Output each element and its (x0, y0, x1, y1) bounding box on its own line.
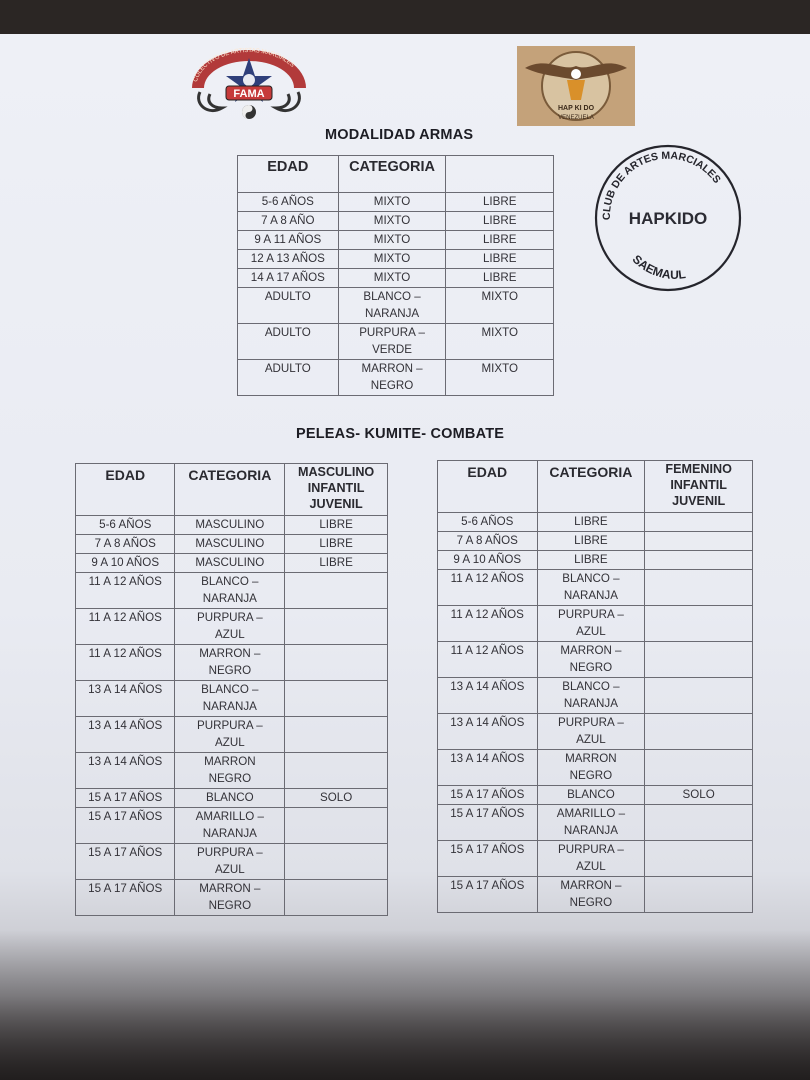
armas-cell: 14 A 17 AÑOS (238, 269, 339, 288)
femenino-row (438, 805, 753, 841)
masculino-cell: 5-6 AÑOS (76, 516, 175, 535)
masculino-cell (285, 880, 388, 916)
femenino-cell (645, 551, 753, 570)
femenino-cell: 15 A 17 AÑOS (438, 805, 538, 841)
armas-row (238, 250, 554, 269)
femenino-cell: 7 A 8 AÑOS (438, 532, 538, 551)
right-logo-text: HAP KI DO (557, 105, 595, 112)
armas-cell: 12 A 13 AÑOS (238, 250, 339, 269)
femenino-cell: MARRON NEGRO (537, 750, 645, 786)
masculino-cell (285, 609, 388, 645)
femenino-row (438, 750, 753, 786)
masculino-cell (285, 573, 388, 609)
masculino-table (75, 463, 388, 916)
femenino-cell: BLANCO – NARANJA (537, 570, 645, 606)
masculino-cell: MASCULINO (175, 535, 285, 554)
armas-row (238, 231, 554, 250)
armas-cell: MIXTO (338, 212, 446, 231)
femenino-cell: SOLO (645, 786, 753, 805)
femenino-row (438, 841, 753, 877)
armas-cell: MIXTO (338, 269, 446, 288)
armas-row (238, 269, 554, 288)
femenino-cell (645, 570, 753, 606)
masculino-cell: MASCULINO (175, 516, 285, 535)
masculino-cell: 13 A 14 AÑOS (76, 681, 175, 717)
armas-cell: LIBRE (446, 212, 554, 231)
femenino-cell: MARRON – NEGRO (537, 642, 645, 678)
peleas-title: PELEAS- KUMITE- COMBATE (296, 426, 505, 442)
masculino-cell: BLANCO – NARANJA (175, 573, 285, 609)
femenino-cell: PURPURA – AZUL (537, 714, 645, 750)
femenino-cell: 13 A 14 AÑOS (438, 750, 538, 786)
masculino-cell: 11 A 12 AÑOS (76, 609, 175, 645)
fama-ring-text: COLECTIVO DE ARTISTAS MARCIALES (192, 47, 296, 83)
armas-cell: 7 A 8 AÑO (238, 212, 339, 231)
hapkido-venezuela-logo (517, 46, 635, 126)
femenino-cell: 5-6 AÑOS (438, 513, 538, 532)
femenino-cell: LIBRE (537, 551, 645, 570)
armas-cell: MIXTO (446, 288, 554, 324)
femenino-cell: 15 A 17 AÑOS (438, 877, 538, 913)
masculino-cell: 15 A 17 AÑOS (76, 880, 175, 916)
masculino-header-edad: EDAD (76, 464, 175, 516)
masculino-cell (285, 753, 388, 789)
femenino-cell (645, 532, 753, 551)
femenino-cell (645, 714, 753, 750)
armas-cell: ADULTO (238, 360, 339, 396)
masculino-cell: PURPURA – AZUL (175, 717, 285, 753)
masculino-cell: 13 A 14 AÑOS (76, 753, 175, 789)
masculino-row (76, 681, 388, 717)
armas-cell: BLANCO – NARANJA (338, 288, 446, 324)
masculino-row (76, 609, 388, 645)
masculino-cell: SOLO (285, 789, 388, 808)
masculino-cell: 7 A 8 AÑOS (76, 535, 175, 554)
armas-cell: ADULTO (238, 288, 339, 324)
club-stamp (588, 140, 746, 292)
femenino-header-categoria: CATEGORIA (537, 461, 645, 513)
femenino-cell (645, 678, 753, 714)
armas-header-edad: EDAD (238, 156, 339, 193)
masculino-row (76, 573, 388, 609)
femenino-cell (645, 841, 753, 877)
masculino-row (76, 554, 388, 573)
masculino-row (76, 535, 388, 554)
armas-cell: 9 A 11 AÑOS (238, 231, 339, 250)
masculino-cell: 15 A 17 AÑOS (76, 808, 175, 844)
masculino-header-group: MASCULINO INFANTIL JUVENIL (285, 464, 388, 516)
stamp-center-text: HAPKIDO (628, 209, 708, 228)
femenino-cell: 15 A 17 AÑOS (438, 786, 538, 805)
masculino-cell: PURPURA – AZUL (175, 844, 285, 880)
stamp-top-text: CLUB DE ARTES MARCIALES (600, 149, 723, 221)
armas-row (238, 212, 554, 231)
masculino-row (76, 880, 388, 916)
femenino-cell: PURPURA – AZUL (537, 841, 645, 877)
masculino-row (76, 717, 388, 753)
femenino-row (438, 513, 753, 532)
masculino-cell (285, 808, 388, 844)
armas-row (238, 360, 554, 396)
femenino-cell: 11 A 12 AÑOS (438, 570, 538, 606)
armas-header-categoria: CATEGORIA (338, 156, 446, 193)
femenino-cell: BLANCO (537, 786, 645, 805)
femenino-row (438, 877, 753, 913)
femenino-cell: MARRON – NEGRO (537, 877, 645, 913)
femenino-row (438, 570, 753, 606)
femenino-table (437, 460, 753, 913)
armas-row (238, 324, 554, 360)
masculino-cell (285, 681, 388, 717)
femenino-cell: 9 A 10 AÑOS (438, 551, 538, 570)
femenino-cell (645, 805, 753, 841)
masculino-row (76, 645, 388, 681)
femenino-row (438, 786, 753, 805)
masculino-cell: PURPURA – AZUL (175, 609, 285, 645)
armas-cell: LIBRE (446, 231, 554, 250)
masculino-cell (285, 645, 388, 681)
masculino-cell: MASCULINO (175, 554, 285, 573)
femenino-cell (645, 606, 753, 642)
masculino-row (76, 789, 388, 808)
masculino-cell: 9 A 10 AÑOS (76, 554, 175, 573)
masculino-header-categoria: CATEGORIA (175, 464, 285, 516)
femenino-cell: 13 A 14 AÑOS (438, 678, 538, 714)
masculino-row (76, 753, 388, 789)
masculino-cell: 11 A 12 AÑOS (76, 645, 175, 681)
femenino-cell: 15 A 17 AÑOS (438, 841, 538, 877)
femenino-cell: LIBRE (537, 513, 645, 532)
femenino-row (438, 642, 753, 678)
femenino-row (438, 532, 753, 551)
fama-logo (186, 46, 312, 122)
masculino-cell: MARRON – NEGRO (175, 880, 285, 916)
armas-cell: ADULTO (238, 324, 339, 360)
femenino-row (438, 678, 753, 714)
femenino-cell (645, 877, 753, 913)
femenino-cell: 11 A 12 AÑOS (438, 606, 538, 642)
masculino-row (76, 808, 388, 844)
femenino-cell (645, 513, 753, 532)
masculino-cell: MARRON – NEGRO (175, 645, 285, 681)
fama-text: FAMA (233, 88, 265, 100)
masculino-cell: LIBRE (285, 535, 388, 554)
svg-text:SAEMAUL (630, 252, 687, 282)
armas-cell: MIXTO (446, 360, 554, 396)
masculino-cell: 11 A 12 AÑOS (76, 573, 175, 609)
masculino-cell: 13 A 14 AÑOS (76, 717, 175, 753)
femenino-cell: LIBRE (537, 532, 645, 551)
femenino-cell: PURPURA – AZUL (537, 606, 645, 642)
masculino-cell (285, 844, 388, 880)
masculino-cell: LIBRE (285, 516, 388, 535)
right-logo-lower-text: VENEZUELA (558, 115, 594, 121)
armas-cell: LIBRE (446, 250, 554, 269)
armas-cell: MIXTO (338, 250, 446, 269)
stamp-bottom-text: SAEMAUL (629, 252, 687, 282)
femenino-cell (645, 642, 753, 678)
armas-row (238, 288, 554, 324)
masculino-cell: 15 A 17 AÑOS (76, 844, 175, 880)
masculino-row (76, 844, 388, 880)
femenino-cell: AMARILLO – NARANJA (537, 805, 645, 841)
masculino-cell: BLANCO (175, 789, 285, 808)
armas-table (237, 155, 554, 396)
armas-cell: LIBRE (446, 193, 554, 212)
armas-cell: MIXTO (338, 193, 446, 212)
masculino-cell: 15 A 17 AÑOS (76, 789, 175, 808)
armas-cell: MIXTO (338, 231, 446, 250)
femenino-row (438, 551, 753, 570)
armas-cell: MARRON – NEGRO (338, 360, 446, 396)
masculino-row (76, 516, 388, 535)
armas-cell: PURPURA – VERDE (338, 324, 446, 360)
femenino-header-group: FEMENINO INFANTIL JUVENIL (645, 461, 753, 513)
armas-row (238, 193, 554, 212)
femenino-header-edad: EDAD (438, 461, 538, 513)
femenino-cell: 11 A 12 AÑOS (438, 642, 538, 678)
armas-cell: LIBRE (446, 269, 554, 288)
armas-cell: 5-6 AÑOS (238, 193, 339, 212)
armas-header-blank (446, 156, 554, 193)
armas-title: MODALIDAD ARMAS (325, 127, 474, 143)
femenino-row (438, 606, 753, 642)
masculino-cell: AMARILLO – NARANJA (175, 808, 285, 844)
masculino-cell: LIBRE (285, 554, 388, 573)
masculino-cell (285, 717, 388, 753)
femenino-cell: BLANCO – NARANJA (537, 678, 645, 714)
femenino-row (438, 714, 753, 750)
femenino-cell: 13 A 14 AÑOS (438, 714, 538, 750)
femenino-cell (645, 750, 753, 786)
bottom-shadow (0, 930, 810, 1080)
masculino-cell: BLANCO – NARANJA (175, 681, 285, 717)
armas-cell: MIXTO (446, 324, 554, 360)
masculino-cell: MARRON NEGRO (175, 753, 285, 789)
